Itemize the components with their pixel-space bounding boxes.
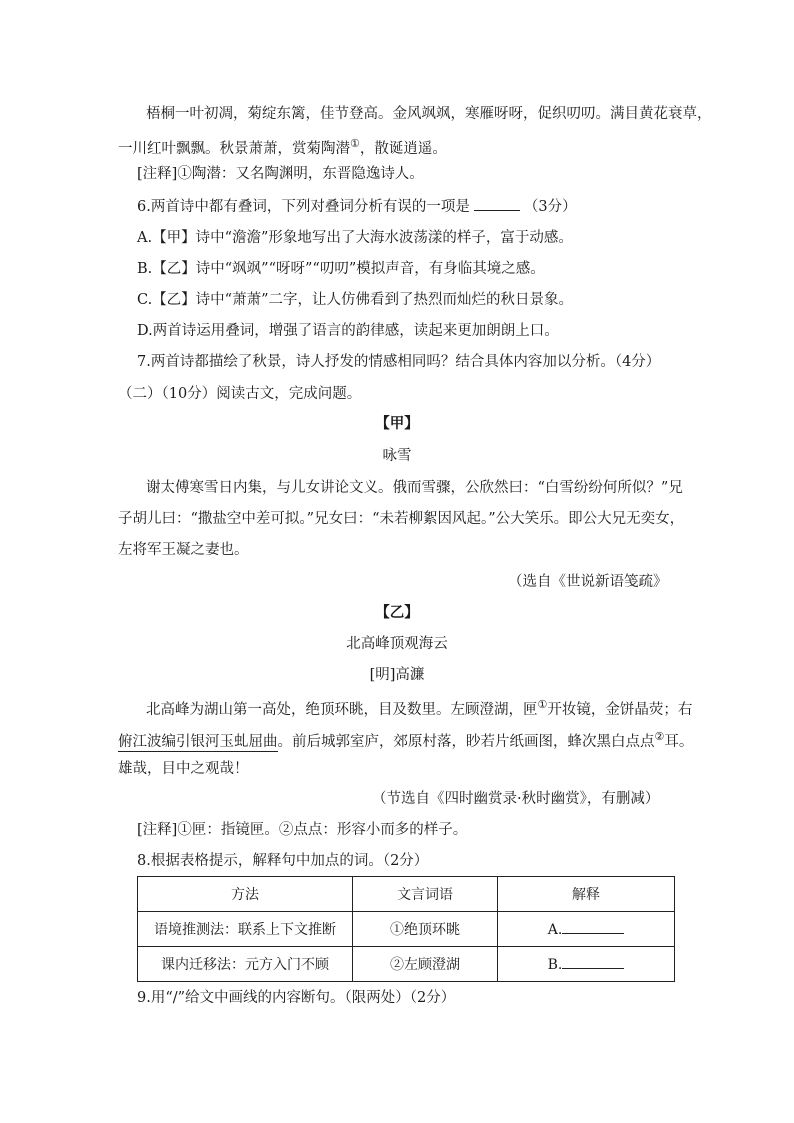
passage-jia-tag: 【甲】: [375, 415, 419, 432]
question-6-text: 6.两首诗中都有叠词，下列对叠词分析有误的一项是: [137, 199, 470, 215]
passage-yi-note: [注释]①匣：指镜匣。②点点：形容小而多的样子。: [137, 822, 468, 838]
passage-yi-tag: 【乙】: [375, 604, 419, 621]
poem-line-1: 梧桐一叶初凋，菊绽东篱，佳节登高。金风飒飒，寒雁呀呀，促织叨叨。满目黄花衰草，: [146, 106, 712, 122]
passage-jia-line-2: 子胡儿曰：“撒盐空中差可拟。”兄女曰：“未若柳絮因风起。”公大笑乐。即公大兄无奕女，: [118, 511, 685, 527]
question-6-option-c: C.【乙】诗中“萧萧”二字，让人仿佛看到了热烈而灿烂的秋日景象。: [137, 292, 574, 308]
poem-line-2-end: ，散诞逍遥。: [359, 140, 447, 157]
answer-blank[interactable]: [562, 955, 624, 969]
section-2-heading: （二）（10分）阅读古文，完成问题。: [118, 386, 362, 402]
passage-yi-line-1-end: 开妆镜，金饼晶荧；右: [547, 701, 693, 718]
footnote-marker: ①: [537, 698, 548, 711]
passage-yi-line-1-text: 北高峰为湖山第一高处，绝顶环眺，目及数里。左顾澄湖，匣: [146, 701, 538, 718]
question-7: 7.两首诗都描绘了秋景，诗人抒发的情感相同吗？结合具体内容加以分析。（4分）: [137, 354, 661, 370]
passage-yi-title: 北高峰顶观海云: [346, 636, 448, 652]
footnote-marker: ①: [350, 137, 360, 150]
passage-yi-line-2-text: 。前后城郭室庐，郊原村落，眇若片纸画图，蜂次黑白点点: [277, 733, 655, 750]
table-row: [138, 912, 675, 947]
question-9: 9.用“/”给文中画线的内容断句。（限两处）（2分）: [137, 990, 456, 1006]
question-6-option-b: B.【乙】诗中“飒飒”“呀呀”“叨叨”模拟声音，有身临其境之感。: [137, 261, 545, 277]
passage-yi-source: （节选自《四时幽赏录·秋时幽赏》，有删减）: [372, 791, 660, 807]
table-row: [138, 947, 675, 982]
passage-yi-line-2: [118, 727, 693, 752]
passage-yi-line-2-end: 耳。: [664, 733, 694, 750]
passage-jia-title: 咏雪: [382, 448, 412, 464]
answer-blank[interactable]: [474, 196, 520, 211]
table-header: 解释: [498, 877, 675, 912]
passage-yi-line-1: [146, 695, 692, 720]
question-8-stem: 8.根据表格提示，解释句中加点的词。（2分）: [137, 853, 429, 869]
table-cell: ①绝顶环眺: [353, 912, 498, 947]
question-6-option-a: A.【甲】诗中“澹澹”形象地写出了大海水波荡漾的样子，富于动感。: [137, 230, 573, 246]
poem-line-2: [118, 134, 447, 159]
answer-blank[interactable]: [562, 920, 624, 934]
table-header: 文言词语: [353, 877, 498, 912]
footnote-marker: ②: [654, 730, 665, 743]
passage-jia-line-3: 左将军王凝之妻也。: [118, 542, 249, 558]
passage-yi-line-3: 雄哉，目中之观哉！: [118, 761, 249, 777]
table-cell: 课内迁移法：元方入门不顾: [138, 947, 353, 982]
question-6-option-d: D.两首诗运用叠词，增强了语言的韵律感，读起来更加朗朗上口。: [137, 323, 559, 339]
underlined-sentence: 俯江波编引银河玉虬屈曲: [118, 733, 278, 750]
answer-label: B.: [547, 957, 563, 973]
answer-cell: [498, 947, 675, 982]
question-6-stem: [137, 196, 577, 217]
table-cell: ②左顾澄湖: [353, 947, 498, 982]
passage-jia-line-1: 谢太傅寒雪日内集，与儿女讲论文义。俄而雪骤，公欣然曰：“白雪纷纷何所似？”兄: [146, 480, 683, 496]
vocabulary-table: [137, 876, 675, 982]
table-header-row: [138, 877, 675, 912]
answer-cell: [498, 912, 675, 947]
passage-yi-author: [明]高濂: [369, 667, 425, 683]
table-header: 方法: [138, 877, 353, 912]
table-cell: 语境推测法：联系上下文推断: [138, 912, 353, 947]
poem-line-2-text: 一川红叶飘飘。秋景萧萧，赏菊陶潜: [118, 140, 350, 157]
poem-note: [注释]①陶潜：又名陶渊明，东晋隐逸诗人。: [137, 166, 424, 182]
answer-label: A.: [547, 922, 563, 938]
question-6-score: （3分）: [523, 199, 577, 215]
passage-jia-source: （选自《世说新语笺疏》: [508, 574, 668, 590]
